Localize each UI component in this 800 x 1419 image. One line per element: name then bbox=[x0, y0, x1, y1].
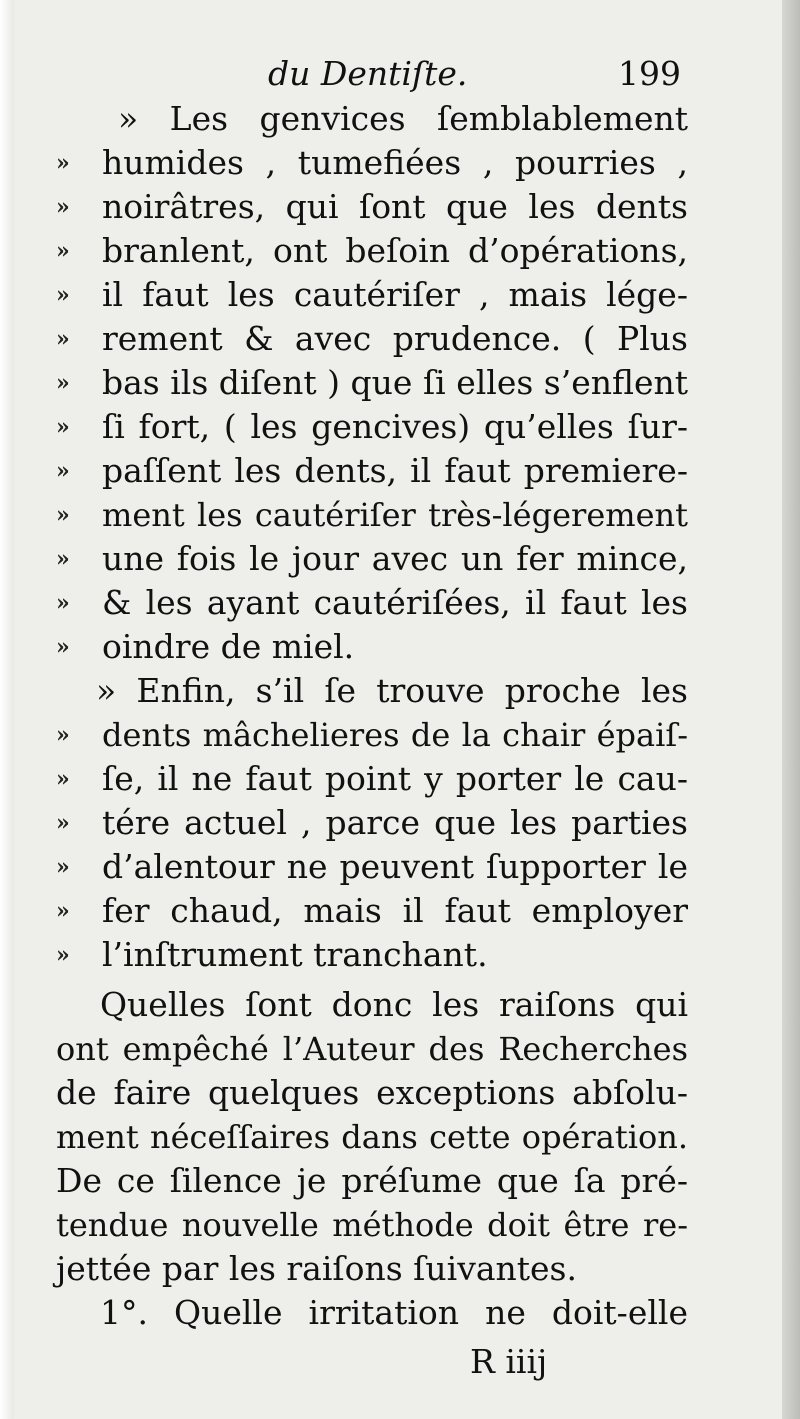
text-line: l’inſtrument tranchant. bbox=[102, 935, 488, 974]
text-line: fer chaud, mais il faut employer bbox=[102, 891, 688, 930]
quote-margin-mark: » bbox=[56, 370, 70, 396]
text-line: paſſent les dents, il faut premiere- bbox=[102, 451, 688, 490]
text-line: oindre de miel. bbox=[102, 627, 355, 666]
quote-margin-mark: » bbox=[56, 194, 70, 220]
text-line: 1°. Quelle irritation ne doit-elle bbox=[100, 1293, 688, 1332]
running-title: du Dentiſte. bbox=[268, 54, 468, 93]
quote-margin-mark: » bbox=[56, 722, 70, 748]
quote-margin-mark: » bbox=[56, 634, 70, 660]
text-line: branlent, ont beſoin d’opérations, bbox=[102, 231, 688, 270]
text-line: ſe, il ne faut point y porter le cau- bbox=[102, 759, 688, 798]
text-line: ment néceſſaires dans cette opération. bbox=[56, 1118, 688, 1156]
quote-margin-mark: » bbox=[56, 766, 70, 792]
quote-margin-mark: » bbox=[56, 590, 70, 616]
text-line: ment les cautériſer très-légerement bbox=[102, 496, 688, 534]
text-line: tére actuel , parce que les parties bbox=[102, 803, 688, 842]
text-line: dents mâchelieres de la chair épaiſ- bbox=[102, 716, 688, 754]
text-line: d’alentour ne peuvent ſupporter le bbox=[102, 847, 688, 886]
page-number: 199 bbox=[618, 54, 681, 93]
text-line: de faire quelques exceptions abſolu- bbox=[56, 1073, 688, 1112]
text-line: il faut les cautériſer , mais lége- bbox=[102, 275, 688, 314]
text-line: » Enfin, s’il ſe trouve proche les bbox=[96, 671, 688, 710]
quote-margin-mark: » bbox=[56, 238, 70, 264]
text-line: Quelles ſont donc les raiſons qui bbox=[100, 985, 688, 1024]
signature-mark: R iiij bbox=[470, 1342, 548, 1381]
quote-margin-mark: » bbox=[56, 502, 70, 528]
text-line: noirâtres, qui ſont que les dents bbox=[102, 187, 688, 226]
text-line: une fois le jour avec un fer mince, bbox=[102, 539, 688, 578]
quote-margin-mark: » bbox=[56, 458, 70, 484]
quote-margin-mark: » bbox=[56, 898, 70, 924]
text-line: jettée par les raiſons ſuivantes. bbox=[56, 1249, 577, 1288]
text-line: » Les genvices ſemblablement bbox=[118, 99, 688, 138]
text-line: ont empêché l’Auteur des Recherches bbox=[56, 1030, 688, 1068]
quote-margin-mark: » bbox=[56, 150, 70, 176]
text-line: humides , tumefiées , pourries , bbox=[102, 143, 688, 182]
text-line: & les ayant cautériſées, il faut les bbox=[102, 583, 688, 622]
quote-margin-mark: » bbox=[56, 282, 70, 308]
text-line: bas ils diſent ) que ſi elles s’enflent bbox=[102, 363, 688, 402]
quote-margin-mark: » bbox=[56, 854, 70, 880]
quote-margin-mark: » bbox=[56, 810, 70, 836]
quote-margin-mark: » bbox=[56, 546, 70, 572]
text-line: rement & avec prudence. ( Plus bbox=[102, 319, 688, 358]
text-line: De ce ſilence je préſume que ſa pré- bbox=[56, 1161, 688, 1200]
quote-margin-mark: » bbox=[56, 326, 70, 352]
text-line: tendue nouvelle méthode doit être re- bbox=[56, 1206, 688, 1244]
quote-margin-mark: » bbox=[56, 942, 70, 968]
text-line: ſi fort, ( les gencives) qu’elles ſur- bbox=[102, 407, 688, 446]
quote-margin-mark: » bbox=[56, 414, 70, 440]
